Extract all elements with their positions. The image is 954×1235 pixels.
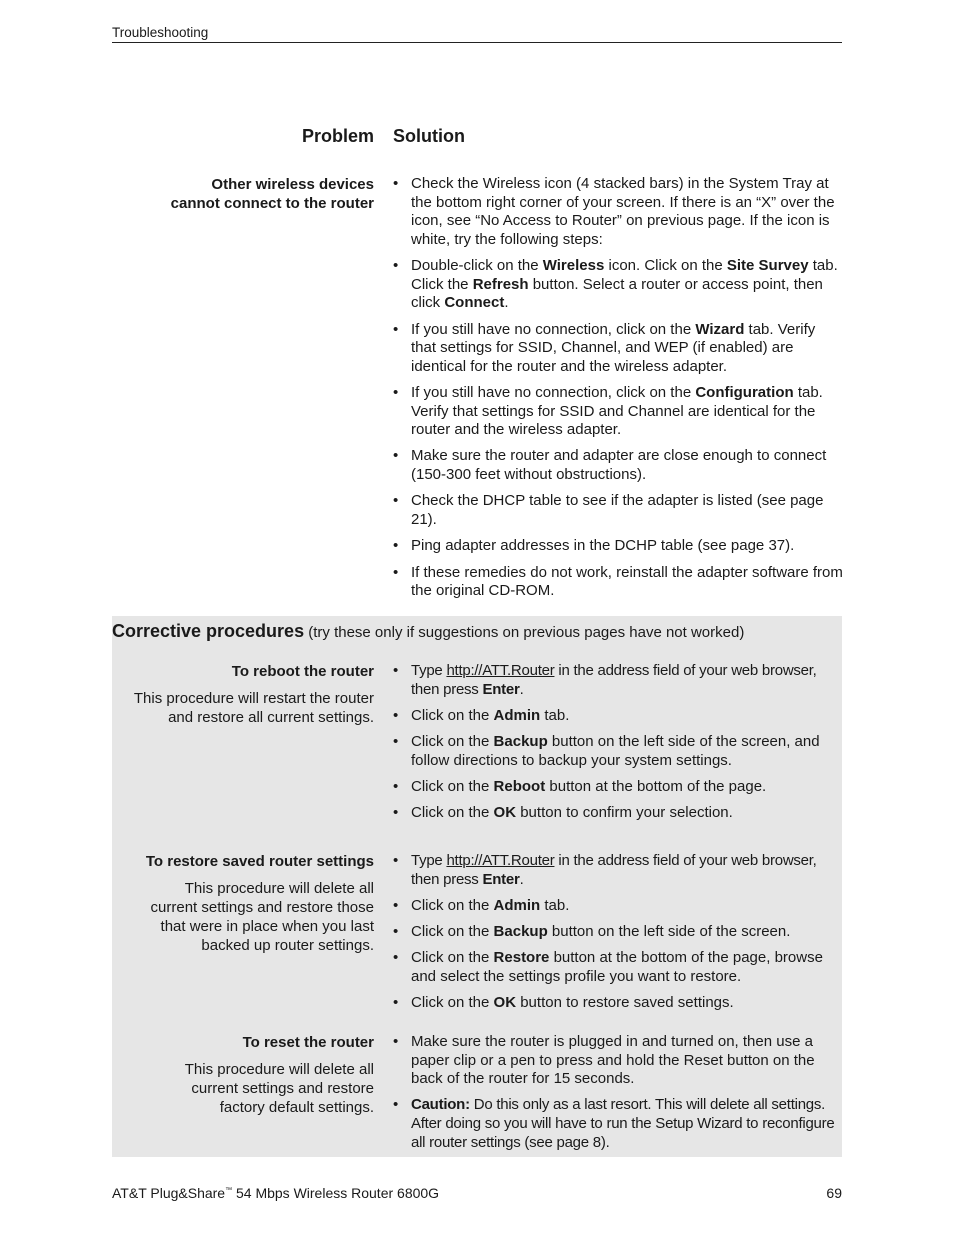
router-url: http://ATT.Router bbox=[446, 662, 555, 679]
solution-column-heading: Solution bbox=[393, 126, 465, 146]
problem-other-devices-solutions bbox=[393, 175, 843, 608]
router-url: http://ATT.Router bbox=[446, 852, 555, 869]
procedure-reboot-steps bbox=[393, 662, 843, 831]
page-number: 69 bbox=[826, 1185, 842, 1201]
procedure-restore bbox=[114, 852, 374, 955]
list-item: • If you still have no connection, click on the Wizard tab. Verify that settings for SSID, Channel, and WEP (if enabled) are identical for the router and the wireless adapter. bbox=[393, 321, 843, 377]
list-item: • Make sure the router is plugged in and turned on, then use a paper clip or a pen to press and hold the Reset button on the back of the router for 15 seconds. bbox=[393, 1033, 843, 1089]
procedure-title: To reset the router bbox=[242, 1034, 374, 1051]
problem-other-devices bbox=[114, 175, 374, 213]
list-item: • Type http://ATT.Router in the address field of your web browser, then press Enter. bbox=[393, 852, 843, 889]
procedure-reboot bbox=[114, 662, 374, 727]
procedure-description: This procedure will delete all current settings and restore factory default settings. bbox=[184, 1061, 374, 1116]
list-item: • Ping adapter addresses in the DCHP table (see page 37). bbox=[393, 537, 843, 556]
list-item: • If you still have no connection, click on the Configuration tab. Verify that settings for SSID and Channel are identical for the router and the wireless adapter. bbox=[393, 384, 843, 440]
list-item: • Click on the OK button to restore saved settings. bbox=[393, 994, 843, 1013]
corrective-procedures-heading: Corrective procedures (try these only if suggestions on previous pages have not worked) bbox=[112, 621, 745, 641]
list-item: • Click on the Admin tab. bbox=[393, 707, 843, 726]
problem-column-heading: Problem bbox=[301, 126, 374, 146]
list-item: • Caution: Do this only as a last resort. This will delete all settings. After doing so you will have to run the Setup Wizard to reconfigure all router settings (see page 8). bbox=[393, 1096, 843, 1152]
list-item: • Click on the Admin tab. bbox=[393, 897, 843, 916]
list-item: • Click on the OK button to confirm your selection. bbox=[393, 804, 843, 823]
procedure-description: This procedure will restart the router and restore all current settings. bbox=[133, 690, 374, 726]
procedure-restore-steps bbox=[393, 852, 843, 1021]
procedure-title: To restore saved router settings bbox=[145, 853, 374, 870]
list-item: • Click on the Reboot button at the bottom of the page. bbox=[393, 778, 843, 797]
list-item: • Make sure the router and adapter are close enough to connect (150-300 feet without obstructions). bbox=[393, 447, 843, 484]
list-item: • Double-click on the Wireless icon. Click on the Site Survey tab. Click the Refresh button. Select a router or access point, then click Connect. bbox=[393, 257, 843, 313]
list-item: • Check the Wireless icon (4 stacked bars) in the System Tray at the bottom right corner of your screen. If there is an “X” over the icon, see “No Access to Router” on previous page. If the icon is white, try the following steps: bbox=[393, 175, 843, 249]
list-item: • If these remedies do not work, reinstall the adapter software from the original CD-ROM. bbox=[393, 564, 843, 601]
procedure-description: This procedure will delete all current settings and restore those that were in place when you last backed up router settings. bbox=[150, 880, 374, 954]
procedure-reset-steps bbox=[393, 1033, 843, 1160]
list-item: • Click on the Restore button at the bottom of the page, browse and select the settings profile you want to restore. bbox=[393, 949, 843, 986]
running-header: Troubleshooting bbox=[112, 25, 209, 40]
list-item: • Check the DHCP table to see if the adapter is listed (see page 21). bbox=[393, 492, 843, 529]
list-item: • Click on the Backup button on the left side of the screen. bbox=[393, 923, 843, 942]
list-item: • Click on the Backup button on the left side of the screen, and follow directions to backup your system settings. bbox=[393, 733, 843, 770]
header-rule bbox=[112, 42, 842, 43]
procedure-reset bbox=[114, 1033, 374, 1117]
list-item: • Type http://ATT.Router in the address field of your web browser, then press Enter. bbox=[393, 662, 843, 699]
problem-title: Other wireless devices cannot connect to the router bbox=[170, 176, 374, 212]
procedure-title: To reboot the router bbox=[231, 663, 374, 680]
footer-product-name: AT&T Plug&Share™ 54 Mbps Wireless Router 6800G bbox=[112, 1185, 440, 1201]
